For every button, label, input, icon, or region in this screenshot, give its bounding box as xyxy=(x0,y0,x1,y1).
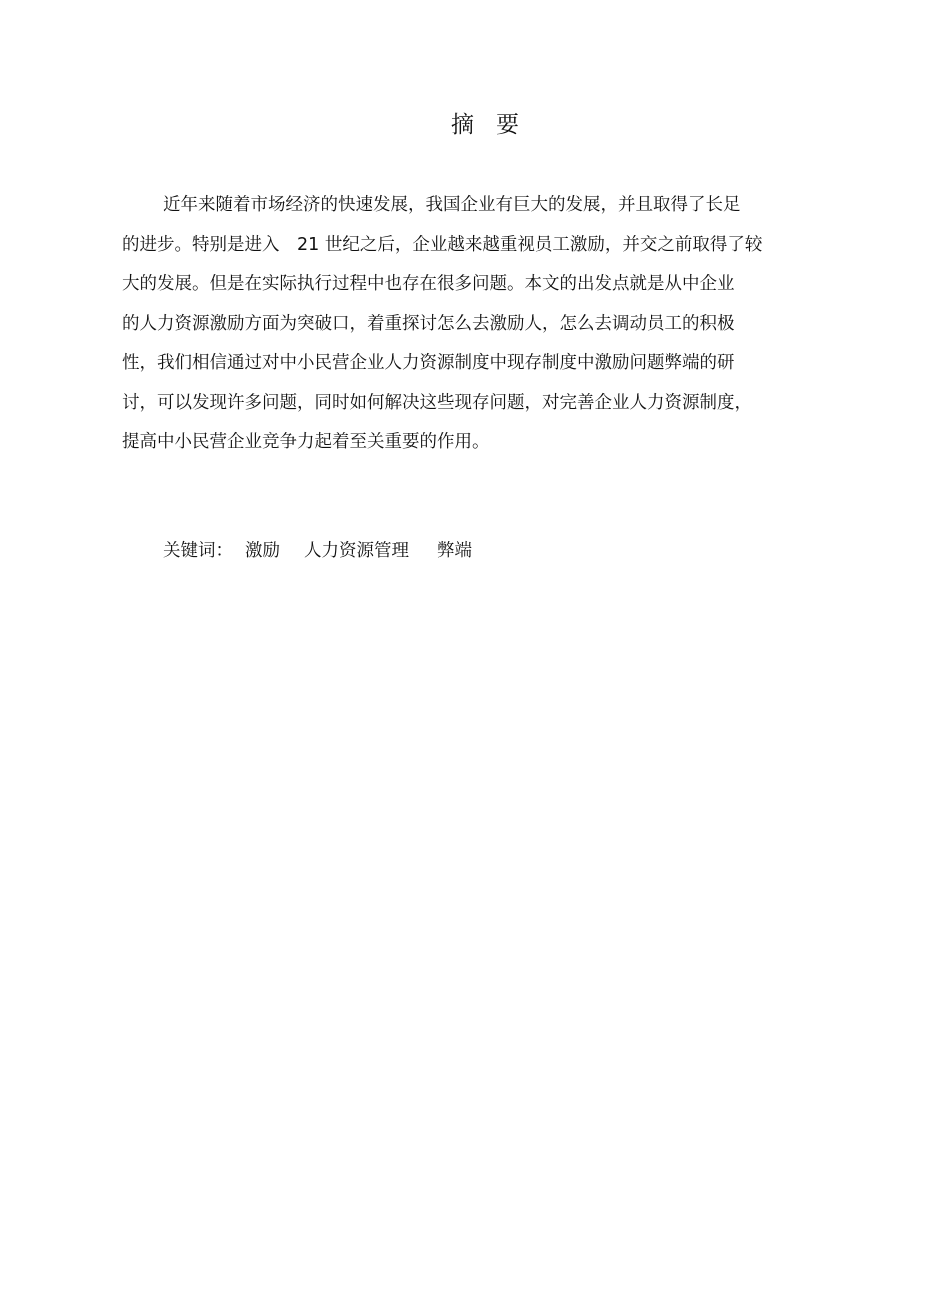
abstract-title-char-2: 要 xyxy=(496,112,519,138)
abstract-title xyxy=(0,108,950,142)
keywords-line xyxy=(163,536,472,566)
keywords-label: 关键词： xyxy=(163,541,233,561)
abstract-paragraph xyxy=(122,186,822,463)
paragraph-line: 提高中小民营企业竞争力起着至关重要的作用。 xyxy=(122,432,490,452)
paragraph-line: 的人力资源激励方面为突破口，着重探讨怎么去激励人，怎么去调动员工的积极 xyxy=(122,313,735,334)
keyword-item: 弊端 xyxy=(437,541,472,561)
abstract-title-char-1: 摘 xyxy=(451,112,474,138)
paragraph-line: 大的发展。但是在实际执行过程中也存在很多问题。本文的出发点就是从中企业 xyxy=(122,274,735,294)
keyword-item: 激励 xyxy=(245,541,280,561)
paragraph-line: 的进步。特别是进入 21 世纪之后，企业越来越重视员工激励，并交之前取得了较 xyxy=(122,234,763,255)
paragraph-line: 近年来随着市场经济的快速发展，我国企业有巨大的发展，并且取得了长足 xyxy=(163,195,741,215)
paragraph-line: 性，我们相信通过对中小民营企业人力资源制度中现存制度中激励问题弊端的研 xyxy=(122,353,735,373)
paragraph-line: 讨，可以发现许多问题，同时如何解决这些现存问题，对完善企业人力资源制度， xyxy=(122,392,752,413)
keyword-item: 人力资源管理 xyxy=(304,541,409,561)
